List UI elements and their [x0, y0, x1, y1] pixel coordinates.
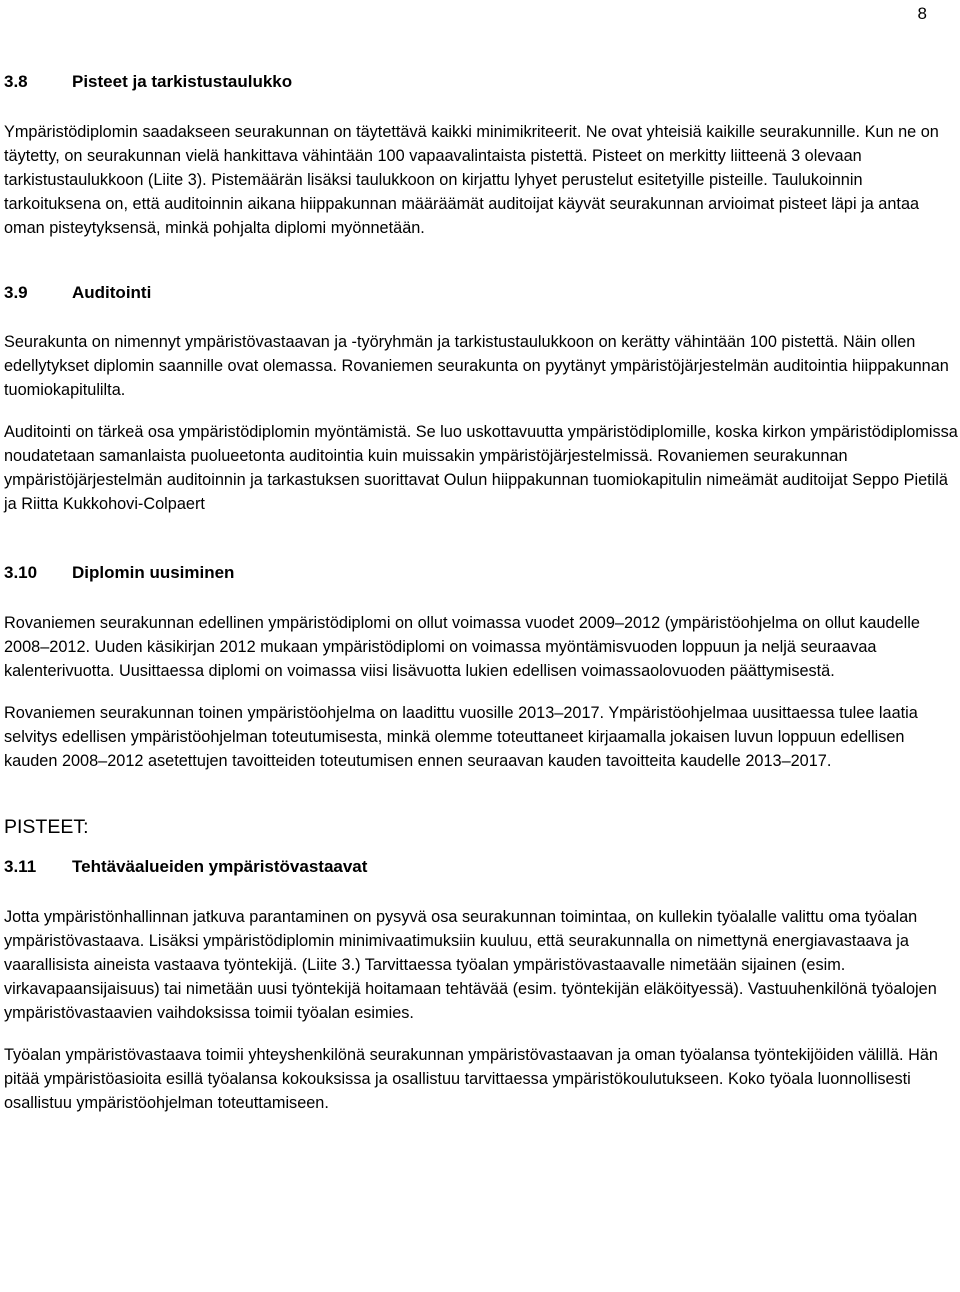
section-number: 3.9: [4, 283, 28, 302]
section-heading-3-8: [4, 72, 959, 92]
paragraph: Rovaniemen seurakunnan toinen ympäristöohjelma on laadittu vuosille 2013–2017. Ympäristöohjelmaa uusittaessa tulee laatia selvitys edellisen ympäristöohjelman toteutumisesta, minkä olemme toteuttaneet kirjaamalla jokaisen luvun loppuun edellisen kauden 2008–2012 asetettujen tavoitteiden toteutumisen ennen seuraavan kauden tavoitteita kaudelle 2013–2017.: [4, 704, 918, 770]
document-body: [4, 72, 959, 1115]
section-title: Auditointi: [72, 283, 152, 302]
paragraph: Rovaniemen seurakunnan edellinen ympäristödiplomi on ollut voimassa vuodet 2009–2012 (ympäristöohjelma on ollut kaudelle 2008–2012. Uuden käsikirjan 2012 mukaan ympäristödiplomi on voimassa myöntämisvuoden loppuun ja neljä seuraavaa kalenterivuotta. Uusittaessa diplomi on voimassa viisi lisävuotta lukien edellisen voimassaolovuoden päättymisestä.: [4, 614, 920, 680]
paragraph: Ympäristödiplomin saadakseen seurakunnan on täytettävä kaikki minimikriteerit. Ne ovat yhteisiä kaikille seurakunnille. Kun ne on täytetty, on seurakunnan vielä hankittava vähintään 100 vapaavalintaista pistettä. Pisteet on merkitty liitteenä 3 olevaan tarkistustaulukkoon (Liite 3). Pistemäärän lisäksi taulukkoon on kirjattu lyhyet perustelut esitetyille pisteille. Taulukoinnin tarkoituksena on, että auditoinnin aikana hiippakunnan määräämät auditoijat käyvät seurakunnan arvioimat pisteet läpi ja antaa oman pisteytyksensä, minkä pohjalta diplomi myönnetään.: [4, 123, 939, 237]
page-number: 8: [917, 4, 927, 23]
pisteet-label: PISTEET:: [4, 816, 89, 838]
section-heading-3-11: [4, 857, 959, 877]
section-title: Pisteet ja tarkistustaulukko: [72, 72, 293, 91]
section-number: 3.8: [4, 72, 28, 91]
paragraph: Työalan ympäristövastaava toimii yhteyshenkilönä seurakunnan ympäristövastaavan ja oman työalansa työntekijöiden välillä. Hän pitää ympäristöasioita esillä työalansa kokouksissa ja osallistuu tarvittaessa ympäristökoulutukseen. Koko työala luonnollisesti osallistuu ympäristöohjelman toteuttamiseen.: [4, 1046, 938, 1112]
paragraph: Auditointi on tärkeä osa ympäristödiplomin myöntämistä. Se luo uskottavuutta ympäristödiplomille, koska kirkon ympäristödiplomissa noudatetaan samanlaista puolueetonta auditointia kuin muissakin ympäristöjärjestelmissä. Rovaniemen seurakunnan ympäristöjärjestelmän auditoinnin ja tarkastuksen suorittavat Oulun hiippakunnan tuomiokapitulin nimeämät auditoijat Seppo Pietilä ja Riitta Kukkohovi-Colpaert: [4, 423, 958, 513]
paragraph: Jotta ympäristönhallinnan jatkuva parantaminen on pysyvä osa seurakunnan toimintaa, on kullekin työalalle valittu oma työalan ympäristövastaava. Lisäksi ympäristödiplomin minimivaatimuksiin kuuluu, että seurakunnalla on nimettynä energiavastaava ja vaarallisista aineista vastaava työntekijä. (Liite 3.) Tarvittaessa työalan ympäristövastaavalle nimetään sijainen (esim. virkavapaansijaisuus) tai nimetään uusi työntekijä hoitamaan tehtävää (esim. työntekijän eläköityessä). Vastuuhenkilönä työalojen ympäristövastaavien vaihdoksissa toimii työalan esimies.: [4, 908, 937, 1022]
section-number: 3.10: [4, 563, 38, 582]
section-title: Diplomin uusiminen: [72, 563, 235, 582]
section-heading-3-10: [4, 563, 959, 583]
paragraph: Seurakunta on nimennyt ympäristövastaavan ja -työryhmän ja tarkistustaulukkoon on kerätty vähintään 100 pistettä. Näin ollen edellytykset diplomin saannille ovat olemassa. Rovaniemen seurakunta on pyytänyt ympäristöjärjestelmän auditointia hiippakunnan tuomiokapitulilta.: [4, 333, 949, 399]
section-number: 3.11: [4, 857, 37, 876]
section-heading-3-9: [4, 283, 959, 303]
section-title: Tehtäväalueiden ympäristövastaavat: [72, 857, 368, 876]
